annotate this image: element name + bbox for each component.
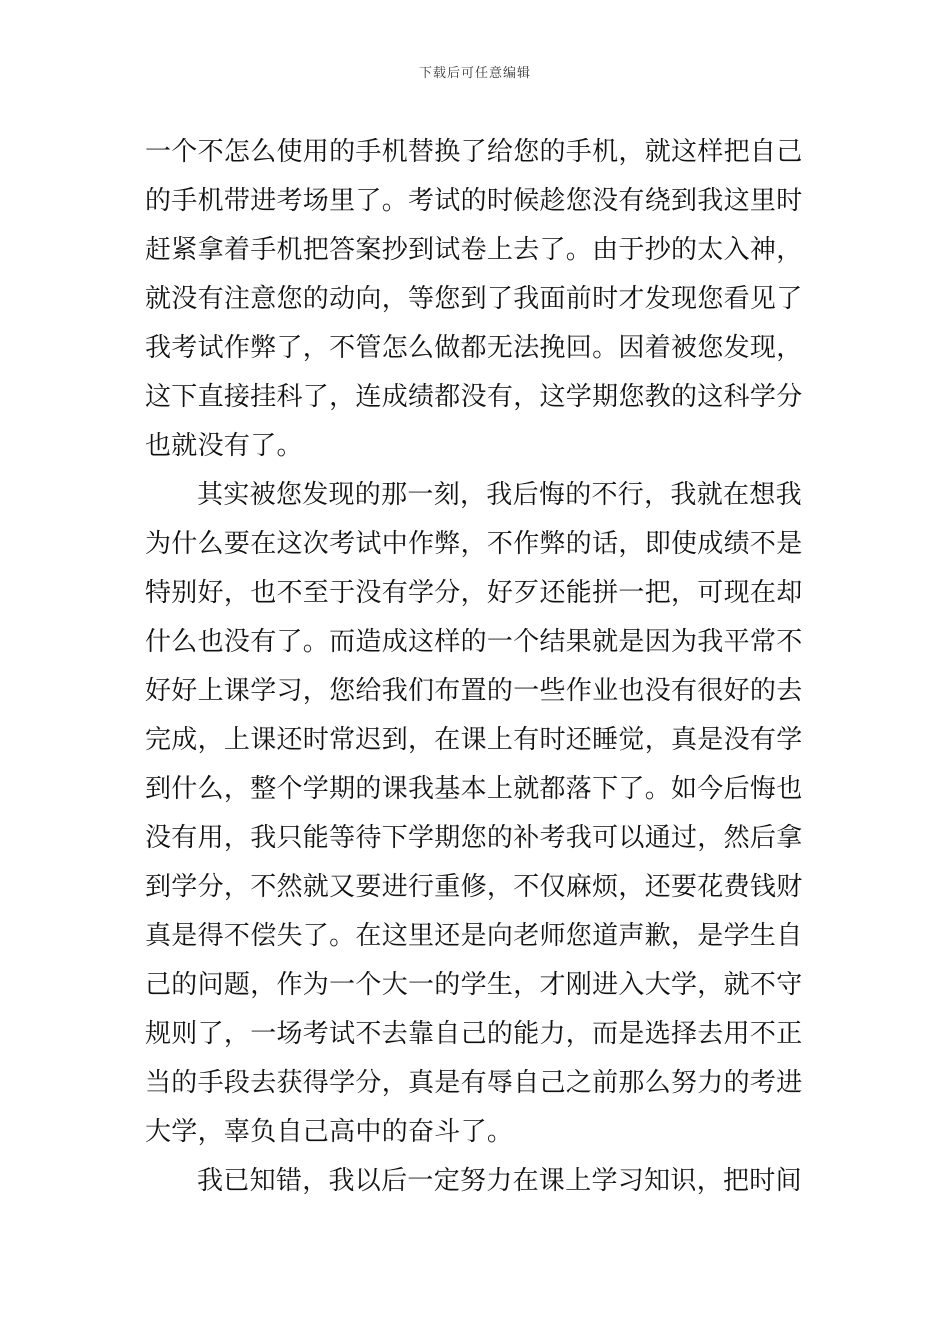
text-line: 的手机带进考场里了。考试的时候趁您没有绕到我这里时 — [145, 186, 803, 216]
paragraph — [145, 1157, 810, 1206]
text-line: 这下直接挂科了，连成绩都没有，这学期您教的这科学分 — [145, 382, 803, 412]
text-line: 当的手段去获得学分，真是有辱自己之前那么努力的考进 — [145, 1068, 803, 1098]
text-line: 规则了，一场考试不去靠自己的能力，而是选择去用不正 — [145, 1019, 803, 1049]
header-note: 下载后可任意编辑 — [418, 66, 531, 81]
text-line: 到学分，不然就又要进行重修，不仅麻烦，还要花费钱财 — [145, 872, 803, 902]
text-line: 己的问题，作为一个大一的学生，才刚进入大学，就不守 — [145, 970, 803, 1000]
paragraph — [145, 128, 810, 471]
text-line: 也就没有了。 — [145, 431, 303, 461]
text-line: 没有用，我只能等待下学期您的补考我可以通过，然后拿 — [145, 823, 803, 853]
text-line: 其实被您发现的那一刻，我后悔的不行，我就在想我 — [197, 480, 802, 510]
text-line: 我已知错，我以后一定努力在课上学习知识，把时间 — [197, 1166, 802, 1196]
text-line: 真是得不偿失了。在这里还是向老师您道声歉，是学生自 — [145, 921, 803, 951]
text-line: 赶紧拿着手机把答案抄到试卷上去了。由于抄的太入神， — [145, 235, 803, 265]
text-line: 好好上课学习，您给我们布置的一些作业也没有很好的去 — [145, 676, 803, 706]
text-line: 到什么，整个学期的课我基本上就都落下了。如今后悔也 — [145, 774, 803, 804]
text-line: 为什么要在这次考试中作弊，不作弊的话，即使成绩不是 — [145, 529, 803, 559]
text-line: 大学，辜负自己高中的奋斗了。 — [145, 1117, 514, 1147]
text-line: 完成，上课还时常迟到，在课上有时还睡觉，真是没有学 — [145, 725, 803, 755]
text-line: 什么也没有了。而造成这样的一个结果就是因为我平常不 — [145, 627, 803, 657]
text-line: 就没有注意您的动向，等您到了我面前时才发现您看见了 — [145, 284, 803, 314]
text-line: 一个不怎么使用的手机替换了给您的手机，就这样把自己 — [145, 137, 803, 167]
text-line: 我考试作弊了，不管怎么做都无法挽回。因着被您发现， — [145, 333, 803, 363]
body-text — [145, 128, 810, 1206]
paragraph — [145, 471, 810, 1157]
text-line: 特别好，也不至于没有学分，好歹还能拼一把，可现在却 — [145, 578, 803, 608]
